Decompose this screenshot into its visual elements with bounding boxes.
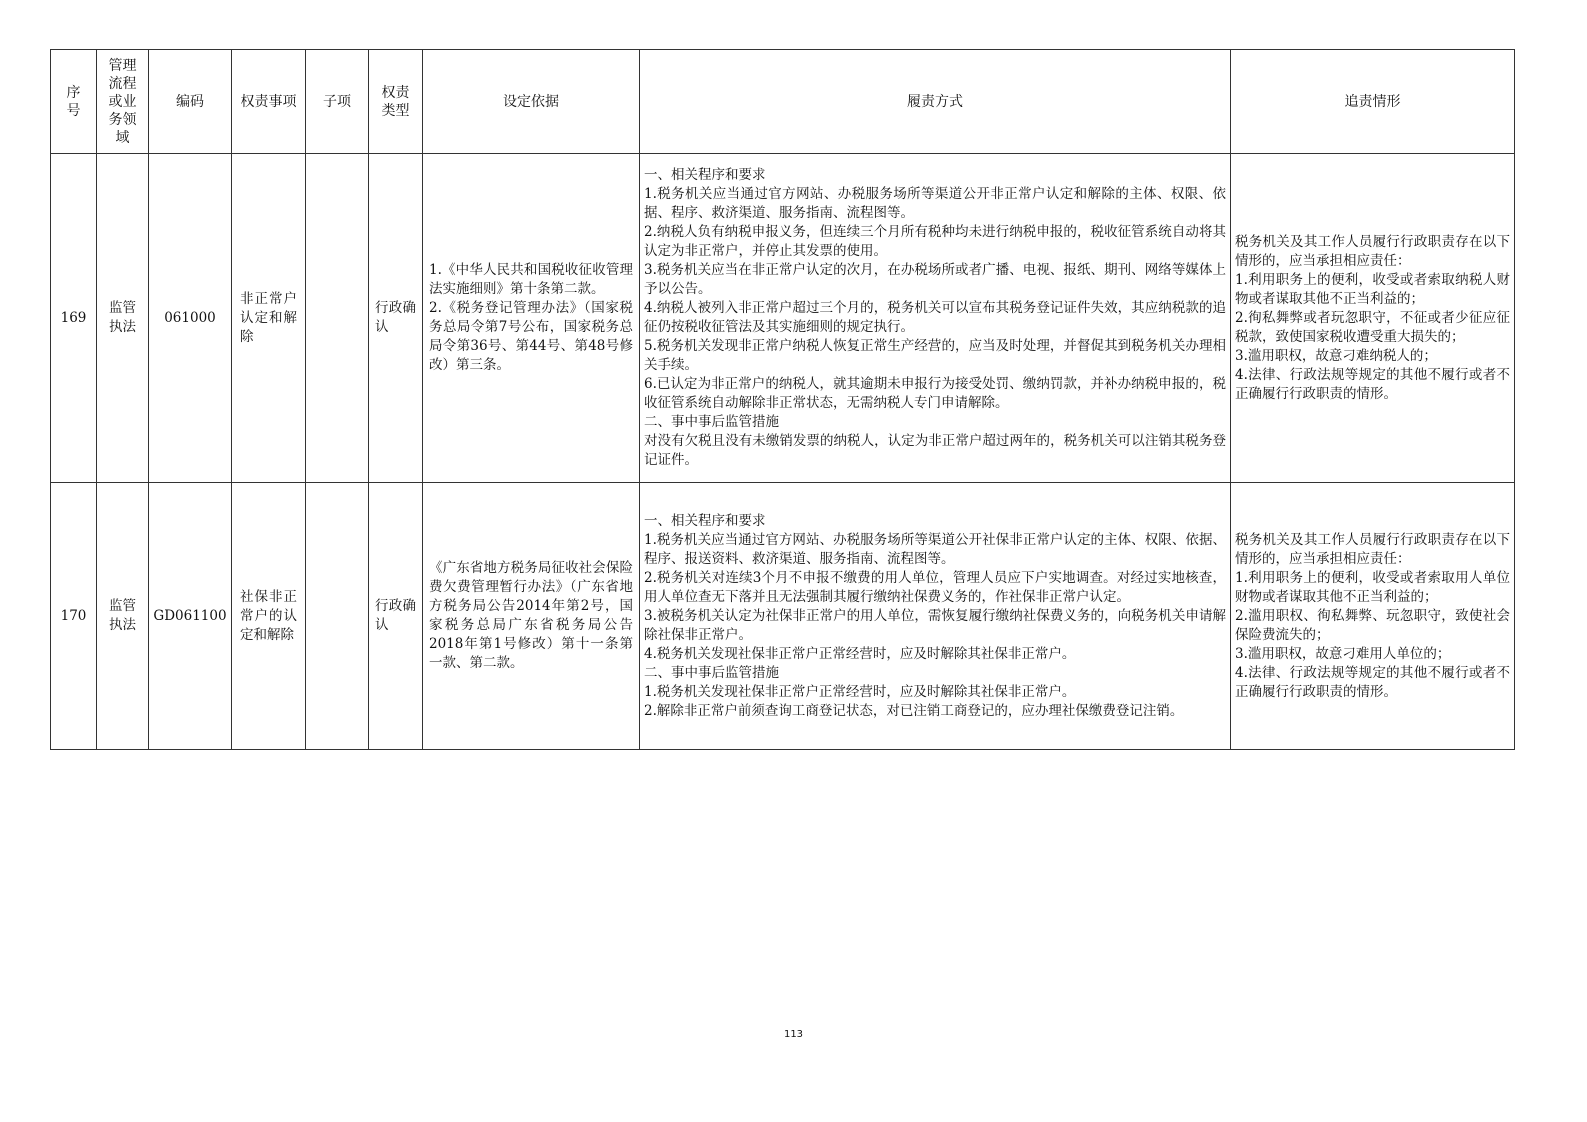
accountability-line: 4.法律、行政法规等规定的其他不履行或者不正确履行行政职责的情形。 (1235, 366, 1510, 402)
duty-line: 二、事中事后监管措施 (644, 414, 779, 430)
duty-line: 一、相关程序和要求 (644, 167, 766, 183)
header-duty: 履责方式 (640, 50, 1231, 154)
duty-line: 2.纳税人负有纳税申报义务，但连续三个月所有税种均未进行纳税申报的，税收征管系统自动将其认定为非正常户，并停止其发票的使用。 (644, 224, 1226, 259)
cell-subitem (306, 154, 369, 483)
duty-line: 一、相关程序和要求 (644, 512, 766, 529)
cell-domain: 监管执法 (97, 483, 149, 750)
cell-seq: 169 (51, 154, 97, 483)
duty-line: 2.解除非正常户前须查询工商登记状态，对已注销工商登记的，应办理社保缴费登记注销。 (644, 702, 1184, 719)
cell-subitem (306, 483, 369, 750)
duty-line: 对没有欠税且没有未缴销发票的纳税人，认定为非正常户超过两年的，税务机关可以注销其税务登记证件。 (644, 433, 1226, 468)
accountability-line: 2.滥用职权、徇私舞弊、玩忽职守，致使社会保险费流失的； (1235, 607, 1510, 643)
header-item: 权责事项 (232, 50, 306, 154)
duty-line: 3.税务机关应当在非正常户认定的次月，在办税场所或者广播、电视、报纸、期刊、网络等媒体上予以公告。 (644, 262, 1226, 297)
cell-accountability (1231, 154, 1515, 483)
duty-line: 1.税务机关应当通过官方网站、办税服务场所等渠道公开非正常户认定和解除的主体、权限、依据、程序、救济渠道、服务指南、流程图等。 (644, 186, 1226, 221)
basis-line: 《广东省地方税务局征收社会保险费欠费管理暂行办法》（广东省地方税务局公告2014年第2号，国家税务总局广东省税务局公告2018年第1号修改）第十一条第一款、第二款。 (429, 560, 633, 671)
accountability-line: 税务机关及其工作人员履行行政职责存在以下情形的，应当承担相应责任： (1235, 531, 1510, 567)
cell-item: 社保非正常户的认定和解除 (232, 483, 306, 750)
duty-line: 1.税务机关发现社保非正常户正常经营时，应及时解除其社保非正常户。 (644, 683, 1076, 700)
cell-code: GD061100 (149, 483, 232, 750)
basis-line: 1.《中华人民共和国税收征收管理法实施细则》第十条第二款。 (429, 262, 633, 297)
duty-line: 二、事中事后监管措施 (644, 664, 779, 681)
duty-line: 4.纳税人被列入非正常户超过三个月的，税务机关可以宣布其税务登记证件失效，其应纳税款的追征仍按税收征管法及其实施细则的规定执行。 (644, 300, 1226, 335)
accountability-line: 税务机关及其工作人员履行行政职责存在以下情形的，应当承担相应责任： (1235, 233, 1510, 269)
cell-domain: 监管执法 (97, 154, 149, 483)
cell-type: 行政确认 (369, 483, 423, 750)
header-row (51, 50, 1515, 154)
cell-duty (640, 483, 1231, 750)
accountability-line: 2.徇私舞弊或者玩忽职守，不征或者少征应征税款，致使国家税收遭受重大损失的； (1235, 309, 1510, 345)
page-number: 113 (783, 1029, 804, 1040)
accountability-line: 1.利用职务上的便利，收受或者索取纳税人财物或者谋取其他不正当利益的； (1235, 271, 1510, 307)
table-row (51, 154, 1515, 483)
cell-code: 061000 (149, 154, 232, 483)
responsibility-table (50, 49, 1515, 750)
duty-line: 5.税务机关发现非正常户纳税人恢复正常生产经营的，应当及时处理，并督促其到税务机关办理相关手续。 (644, 338, 1226, 373)
table-row (51, 483, 1515, 750)
duty-line: 4.税务机关发现社保非正常户正常经营时，应及时解除其社保非正常户。 (644, 645, 1076, 662)
accountability-line: 3.滥用职权，故意刁难纳税人的； (1235, 347, 1437, 364)
duty-line: 2.税务机关对连续3个月不申报不缴费的用人单位，管理人员应下户实地调查。对经过实地核查，用人单位查无下落并且无法强制其履行缴纳社保费义务的，作社保非正常户认定。 (644, 569, 1226, 605)
cell-item: 非正常户认定和解除 (232, 154, 306, 483)
accountability-line: 1.利用职务上的便利，收受或者索取用人单位财物或者谋取其他不正当利益的； (1235, 569, 1510, 605)
header-type: 权责类型 (369, 50, 423, 154)
header-code: 编码 (149, 50, 232, 154)
basis-line: 2.《税务登记管理办法》（国家税务总局令第7号公布，国家税务总局令第36号、第44号、第48号修改）第三条。 (429, 300, 633, 373)
header-subitem: 子项 (306, 50, 369, 154)
cell-seq: 170 (51, 483, 97, 750)
cell-accountability (1231, 483, 1515, 750)
header-seq: 序号 (51, 50, 97, 154)
cell-basis (423, 483, 640, 750)
header-accountability: 追责情形 (1231, 50, 1515, 154)
cell-basis (423, 154, 640, 483)
duty-line: 1.税务机关应当通过官方网站、办税服务场所等渠道公开社保非正常户认定的主体、权限、依据、程序、报送资料、救济渠道、服务指南、流程图等。 (644, 531, 1226, 567)
header-basis: 设定依据 (423, 50, 640, 154)
header-domain: 管理流程或业务领域 (97, 50, 149, 154)
cell-duty (640, 154, 1231, 483)
cell-type: 行政确认 (369, 154, 423, 483)
duty-line: 6.已认定为非正常户的纳税人，就其逾期未申报行为接受处罚、缴纳罚款，并补办纳税申报的，税收征管系统自动解除非正常状态，无需纳税人专门申请解除。 (644, 376, 1226, 411)
duty-line: 3.被税务机关认定为社保非正常户的用人单位，需恢复履行缴纳社保费义务的，向税务机关申请解除社保非正常户。 (644, 607, 1226, 643)
accountability-line: 4.法律、行政法规等规定的其他不履行或者不正确履行行政职责的情形。 (1235, 664, 1510, 700)
accountability-line: 3.滥用职权，故意刁难用人单位的； (1235, 645, 1451, 662)
